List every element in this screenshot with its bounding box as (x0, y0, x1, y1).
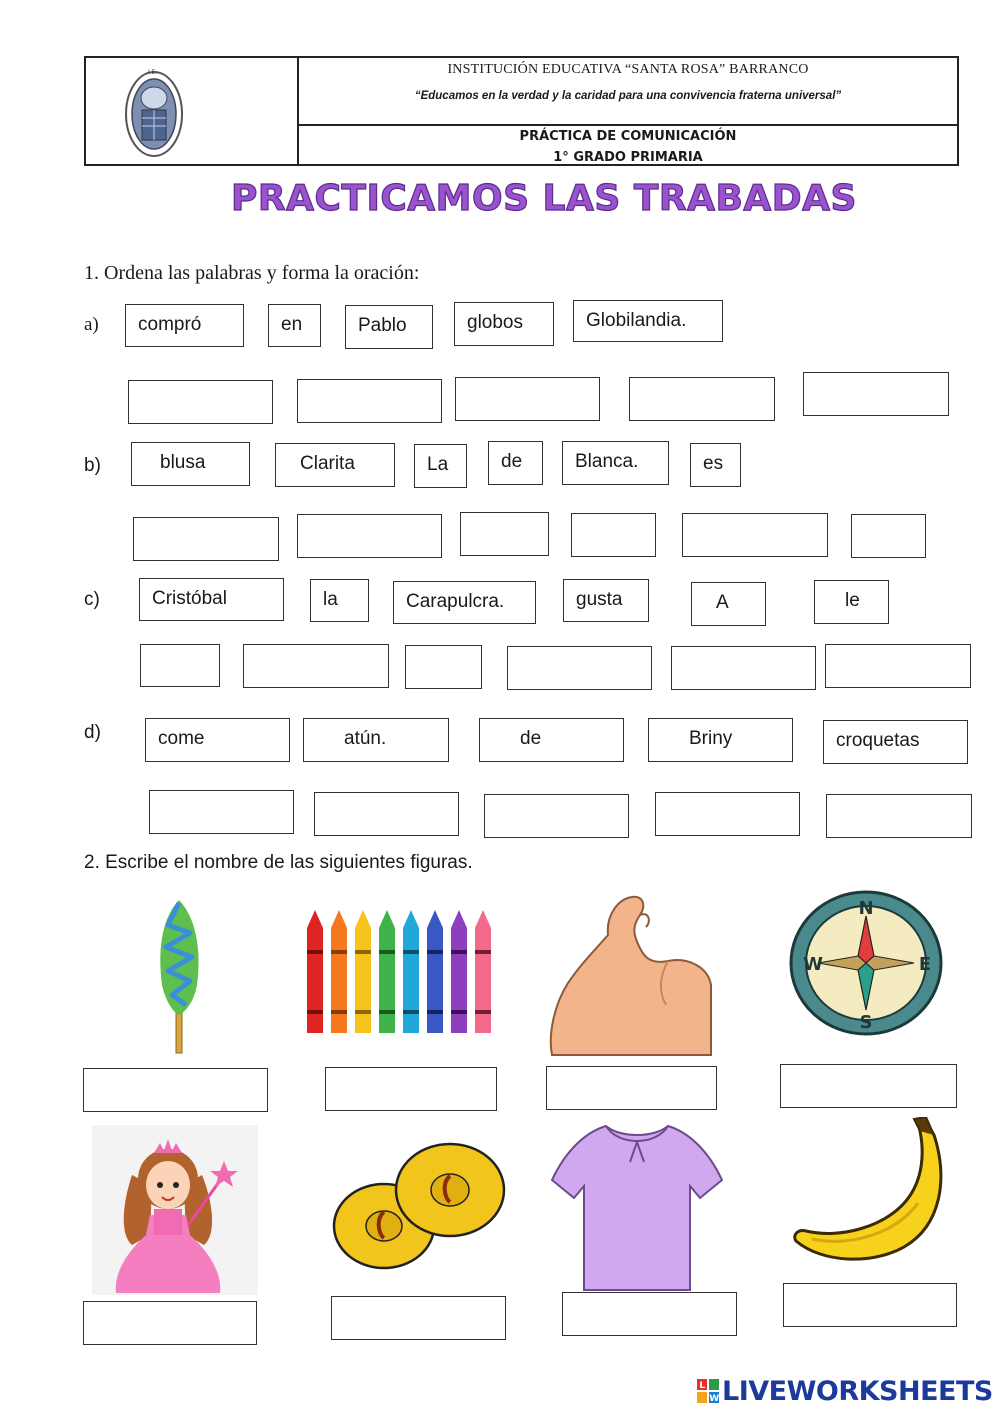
answer-slot[interactable] (571, 513, 656, 557)
answer-slot[interactable] (455, 377, 600, 421)
liveworksheets-mark-letter: L (699, 1381, 705, 1391)
school-name: INSTITUCIÓN EDUCATIVA “SANTA ROSA” BARRANCO (447, 62, 809, 77)
compass-east-label: E (918, 954, 932, 975)
exercise-2-prompt: 2. Escribe el nombre de las siguientes figuras. (84, 852, 473, 873)
answer-slot[interactable] (297, 514, 442, 558)
compass-icon (788, 886, 948, 1036)
school-motto: “Educamos en la verdad y la caridad para una convivencia fraterna universal” (414, 90, 842, 102)
answer-slot[interactable] (140, 644, 220, 687)
flexed-arm-icon (548, 895, 713, 1057)
word-card[interactable]: compró (125, 304, 244, 347)
picture-answer-field[interactable] (83, 1301, 257, 1345)
word-card[interactable]: Carapulcra. (393, 581, 536, 624)
word-card[interactable]: Cristóbal (139, 578, 284, 621)
exercise-1-prompt: 1. Ordena las palabras y forma la oración: (84, 262, 420, 284)
word-card[interactable]: come (145, 718, 290, 762)
answer-slot[interactable] (682, 513, 828, 557)
answer-slot[interactable] (460, 512, 549, 556)
answer-slot[interactable] (405, 645, 482, 689)
feather-duster-icon (150, 895, 210, 1055)
banana-icon (792, 1117, 952, 1267)
answer-slot[interactable] (149, 790, 294, 834)
word-card[interactable]: en (268, 304, 321, 347)
answer-slot[interactable] (851, 514, 926, 558)
answer-slot[interactable] (826, 794, 972, 838)
word-card[interactable]: A (691, 582, 766, 626)
word-card[interactable]: Pablo (345, 305, 433, 349)
picture-answer-field[interactable] (546, 1066, 717, 1110)
liveworksheets-wordmark: LIVEWORKSHEETS (722, 1376, 993, 1407)
compass-west-label: W (803, 954, 823, 975)
word-card[interactable]: Blanca. (562, 441, 669, 485)
school-info (299, 58, 957, 126)
svg-text:I.E.: I.E. (148, 69, 158, 76)
word-card[interactable]: atún. (303, 718, 449, 762)
blouse-icon (550, 1120, 725, 1292)
cymbals-icon (332, 1138, 507, 1273)
word-card[interactable]: croquetas (823, 720, 968, 764)
picture-answer-field[interactable] (331, 1296, 506, 1340)
school-header (84, 56, 959, 166)
picture-answer-field[interactable] (562, 1292, 737, 1336)
liveworksheets-logo (697, 1376, 993, 1407)
answer-slot[interactable] (655, 792, 800, 836)
item-d-label: d) (84, 722, 101, 743)
answer-slot[interactable] (133, 517, 279, 561)
worksheet-title: PRACTICAMOS LAS TRABADAS (231, 178, 857, 219)
picture-answer-field[interactable] (780, 1064, 957, 1108)
picture-answer-field[interactable] (325, 1067, 497, 1111)
liveworksheets-mark-letter: W (709, 1394, 719, 1403)
word-card[interactable]: de (488, 441, 543, 485)
compass-south-label: S (859, 1012, 873, 1033)
word-card[interactable]: la (310, 579, 369, 622)
word-card[interactable]: de (479, 718, 624, 762)
word-card[interactable]: blusa (131, 442, 250, 486)
word-card[interactable]: le (814, 580, 889, 624)
item-b-label: b) (84, 455, 101, 476)
school-crest-icon (86, 58, 297, 164)
word-card[interactable]: es (690, 443, 741, 487)
course-info (299, 126, 957, 164)
item-c-label: c) (84, 589, 100, 610)
answer-slot[interactable] (297, 379, 442, 423)
school-logo-cell (86, 58, 299, 164)
compass-north-label: N (858, 898, 874, 919)
course-title: PRÁCTICA DE COMUNICACIÓN (519, 129, 737, 144)
answer-slot[interactable] (629, 377, 775, 421)
word-card[interactable]: Clarita (275, 443, 395, 487)
answer-slot[interactable] (243, 644, 389, 688)
answer-slot[interactable] (128, 380, 273, 424)
picture-answer-field[interactable] (83, 1068, 268, 1112)
answer-slot[interactable] (825, 644, 971, 688)
princess-icon (92, 1125, 258, 1295)
course-grade: 1° GRADO PRIMARIA (553, 150, 703, 165)
picture-answer-field[interactable] (783, 1283, 957, 1327)
answer-slot[interactable] (803, 372, 949, 416)
answer-slot[interactable] (484, 794, 629, 838)
word-card[interactable]: Globilandia. (573, 300, 723, 342)
answer-slot[interactable] (671, 646, 816, 690)
liveworksheets-mark-icon (697, 1379, 719, 1403)
word-card[interactable]: gusta (563, 579, 649, 622)
word-card[interactable]: Briny (648, 718, 793, 762)
word-card[interactable]: globos (454, 302, 554, 346)
item-a-label: a) (84, 314, 99, 335)
answer-slot[interactable] (507, 646, 652, 690)
word-card[interactable]: La (414, 444, 467, 488)
answer-slot[interactable] (314, 792, 459, 836)
crayons-icon (305, 910, 495, 1035)
